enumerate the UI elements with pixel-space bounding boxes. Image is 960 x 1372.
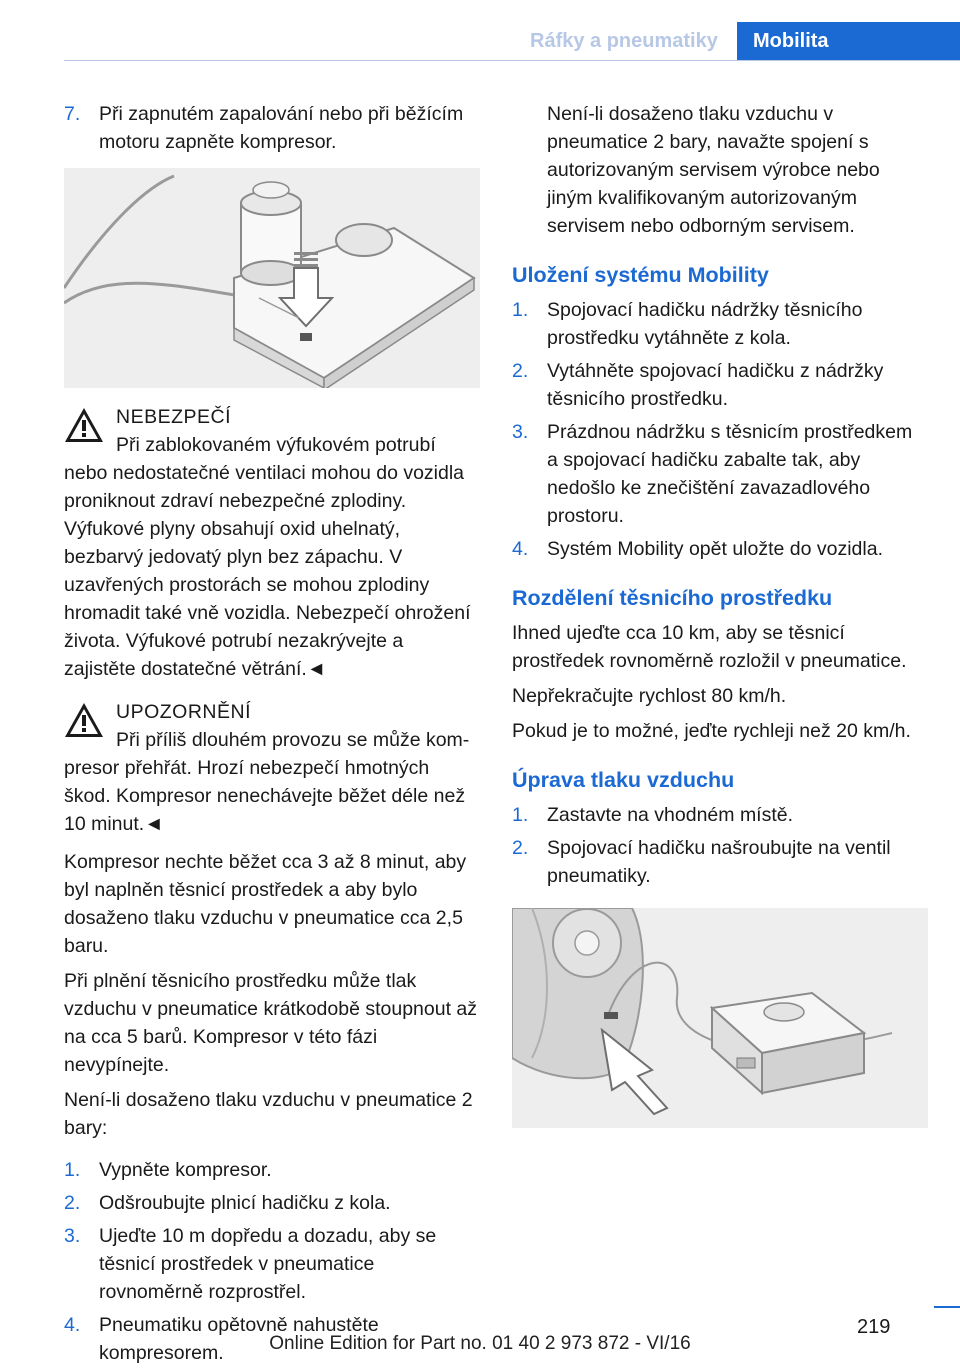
compressor-drawing (64, 168, 480, 388)
step-text: Spojovací hadičku nádržky těsnicího prostředku vytáhněte z kola. (547, 299, 863, 349)
section-heading: Uložení systému Mobility (512, 263, 769, 287)
caution-warning (64, 698, 480, 838)
warning-first-line: Při zablokovaném výfukovém potrubí (116, 434, 436, 456)
list-item (512, 296, 928, 352)
step-number: 4. (64, 1314, 81, 1336)
step-text: Při zapnutém zapalování nebo při běžícím motoru zapněte kompresor. (99, 103, 464, 153)
warning-text: presor přehřát. Hrozí nebezpečí hmotných škod. Kompresor nenechávejte běžet déle než 10 minut.◄ (64, 757, 466, 835)
step-number: 2. (512, 360, 529, 382)
step-text: Systém Mobility opět uložte do vozidla. (547, 538, 883, 560)
list-item (64, 1222, 480, 1306)
step-number: 1. (512, 804, 529, 826)
header-section-title: Ráfky a pneumatiky (530, 30, 718, 52)
page-number: 219 (857, 1316, 891, 1338)
step-number: 7. (64, 103, 81, 125)
compressor-illustration (64, 168, 480, 388)
warning-title: NEBEZPEČÍ (116, 406, 232, 428)
footer-edition: Online Edition for Part no. 01 40 2 973 872 - VI/16 (269, 1333, 691, 1354)
step-number: 4. (512, 538, 529, 560)
step-text: Odšroubujte plnicí hadičku z kola. (99, 1192, 391, 1214)
list-item (64, 1156, 480, 1184)
step-text: Prázdnou nádržku s těsnicím prostředkem a spojovací hadičku zabalte tak, aby nedošlo ke znečištění zavazadlového prostoru. (547, 421, 913, 527)
warning-title: UPOZORNĚNÍ (116, 701, 252, 723)
tire-valve-drawing (512, 908, 928, 1128)
continued-step-text: Není-li dosaženo tlaku vzduchu v pneumatice 2 bary, navažte spojení s autorizovaným servisem výrobce nebo jiným kvalifikovaným autorizovaným servisem nebo odborným servisem. (547, 103, 880, 237)
step-text: Zastavte na vhodném místě. (547, 804, 794, 826)
paragraph: Kompresor nechte běžet cca 3 až 8 minut, aby byl naplněn těsnicí prostředek a aby bylo dosaženo tlaku vzduchu v pneumatice cca 2,5 baru. (64, 851, 467, 957)
paragraph: Nepřekračujte rychlost 80 km/h. (512, 685, 787, 707)
footer-rule (934, 1306, 960, 1308)
left-column (64, 100, 480, 1372)
list-item (512, 535, 928, 563)
header-chapter-tab: Mobilita (737, 22, 960, 61)
section-heading: Rozdělení těsnicího prostředku (512, 586, 833, 610)
list-item (512, 834, 928, 890)
paragraph: Není-li dosaženo tlaku vzduchu v pneumatice 2 bary: (64, 1089, 473, 1139)
step-number: 3. (512, 421, 529, 443)
tire-valve-illustration (512, 908, 928, 1128)
paragraph: Při plnění těsnicího prostředku může tlak vzduchu v pneumatice krátkodobě stoupnout až na cca 5 barů. Kompresor v této fázi nevypínejte. (64, 970, 478, 1076)
step-number: 1. (64, 1159, 81, 1181)
list-item (512, 418, 928, 530)
step-text: Spojovací hadičku našroubujte na ventil pneumatiky. (547, 837, 891, 887)
list-item (64, 100, 480, 156)
step-text: Ujeďte 10 m dopředu a dozadu, aby se těsnicí prostředek v pneumatice rovnoměrně rozprostřel. (99, 1225, 437, 1303)
step-number: 2. (512, 837, 529, 859)
warning-text: nebo nedostatečné ventilaci mohou do vozidla proniknout zdraví nebezpečné zplodiny. Výfukové plyny obsahují oxid uhelnatý, bezbarvý jedovatý plyn bez zápachu. V uzavřených prostorách se mohou zplodiny hromadit také vně vozidla. Nebezpečí ohrožení života. Výfukové potrubí nezakrývejte a zajistěte dostatečné větrání.◄ (64, 462, 471, 680)
step-number: 2. (64, 1192, 81, 1214)
step-number: 1. (512, 299, 529, 321)
warning-triangle-icon (64, 702, 104, 738)
warning-first-line: Při příliš dlouhém provozu se může kom- (116, 729, 470, 751)
list-item (64, 1189, 480, 1217)
list-item (512, 357, 928, 413)
right-column (512, 100, 928, 1128)
step-text: Vypněte kompresor. (99, 1159, 272, 1181)
section-heading: Úprava tlaku vzduchu (512, 768, 735, 792)
header-rule (64, 60, 960, 61)
step-number: 3. (64, 1225, 81, 1247)
warning-triangle-icon (64, 407, 104, 443)
list-item (512, 801, 928, 829)
step-text: Vytáhněte spojovací hadičku z nádržky těsnicího prostředku. (547, 360, 884, 410)
step-text: Pneumatiku opětovně nahustěte kompresorem. (99, 1314, 379, 1364)
danger-warning (64, 403, 480, 683)
paragraph: Ihned ujeďte cca 10 km, aby se těsnicí prostředek rovnoměrně rozložil v pneumatice. (512, 622, 907, 672)
paragraph: Pokud je to možné, jeďte rychleji než 20 km/h. (512, 720, 911, 742)
